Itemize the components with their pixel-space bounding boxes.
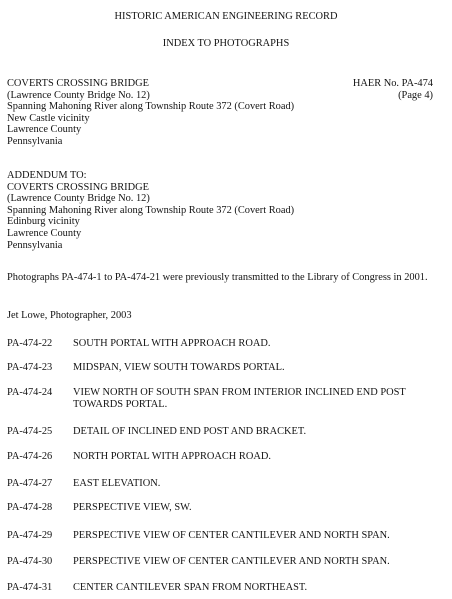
bridge-county-number: (Lawrence County Bridge No. 12) bbox=[7, 89, 150, 101]
photo-number: PA-474-23 bbox=[7, 362, 53, 373]
bridge-info-block bbox=[7, 78, 294, 148]
bridge-name: COVERTS CROSSING BRIDGE bbox=[7, 78, 149, 89]
photo-description: PERSPECTIVE VIEW OF CENTER CANTILEVER AND NORTH SPAN. bbox=[73, 530, 390, 541]
addendum-state: Pennsylvania bbox=[7, 239, 63, 251]
addendum-block bbox=[7, 170, 294, 251]
photo-number: PA-474-25 bbox=[7, 426, 53, 437]
transmittal-note: Photographs PA-474-1 to PA-474-21 were previously transmitted to the Library of Congress in 2001. bbox=[7, 272, 428, 283]
addendum-vicinity: Edinburg vicinity bbox=[7, 216, 80, 228]
bridge-county: Lawrence County bbox=[7, 124, 82, 136]
photo-description: SOUTH PORTAL WITH APPROACH ROAD. bbox=[73, 338, 271, 349]
photo-description: CENTER CANTILEVER SPAN FROM NORTHEAST. bbox=[73, 582, 308, 593]
bridge-spanning: Spanning Mahoning River along Township Route 372 (Covert Road) bbox=[7, 101, 295, 113]
photo-description: PERSPECTIVE VIEW, SW. bbox=[73, 502, 192, 513]
photo-number: PA-474-22 bbox=[7, 338, 53, 349]
bridge-vicinity: New Castle vicinity bbox=[7, 112, 90, 124]
photo-number: PA-474-31 bbox=[7, 582, 53, 593]
photo-number: PA-474-26 bbox=[7, 451, 53, 462]
photo-description: EAST ELEVATION. bbox=[73, 478, 161, 489]
photo-number: PA-474-24 bbox=[7, 387, 53, 398]
photo-description: NORTH PORTAL WITH APPROACH ROAD. bbox=[73, 451, 271, 462]
photo-number: PA-474-27 bbox=[7, 478, 53, 489]
index-title: INDEX TO PHOTOGRAPHS bbox=[162, 38, 290, 49]
addendum-heading: ADDENDUM TO: bbox=[7, 170, 87, 181]
photo-description: DETAIL OF INCLINED END POST AND BRACKET. bbox=[73, 426, 307, 437]
photographer-credit: Jet Lowe, Photographer, 2003 bbox=[7, 310, 132, 321]
photo-description: PERSPECTIVE VIEW OF CENTER CANTILEVER AND NORTH SPAN. bbox=[73, 556, 390, 567]
addendum-county-number: (Lawrence County Bridge No. 12) bbox=[7, 193, 150, 205]
photo-number: PA-474-30 bbox=[7, 556, 53, 567]
addendum-bridge-name: COVERTS CROSSING BRIDGE bbox=[7, 181, 149, 193]
page-number: (Page 4) bbox=[398, 90, 433, 101]
addendum-county: Lawrence County bbox=[7, 227, 82, 239]
addendum-spanning: Spanning Mahoning River along Township Route 372 (Covert Road) bbox=[7, 204, 295, 216]
photo-number: PA-474-28 bbox=[7, 502, 53, 513]
haer-number: HAER No. PA-474 bbox=[352, 78, 433, 89]
record-title: HISTORIC AMERICAN ENGINEERING RECORD bbox=[114, 11, 338, 22]
photo-number: PA-474-29 bbox=[7, 530, 53, 541]
bridge-state: Pennsylvania bbox=[7, 135, 63, 147]
photo-description: VIEW NORTH OF SOUTH SPAN FROM INTERIOR INCLINED END POST TOWARDS PORTAL. bbox=[73, 387, 406, 410]
photo-description: MIDSPAN, VIEW SOUTH TOWARDS PORTAL. bbox=[73, 362, 285, 373]
